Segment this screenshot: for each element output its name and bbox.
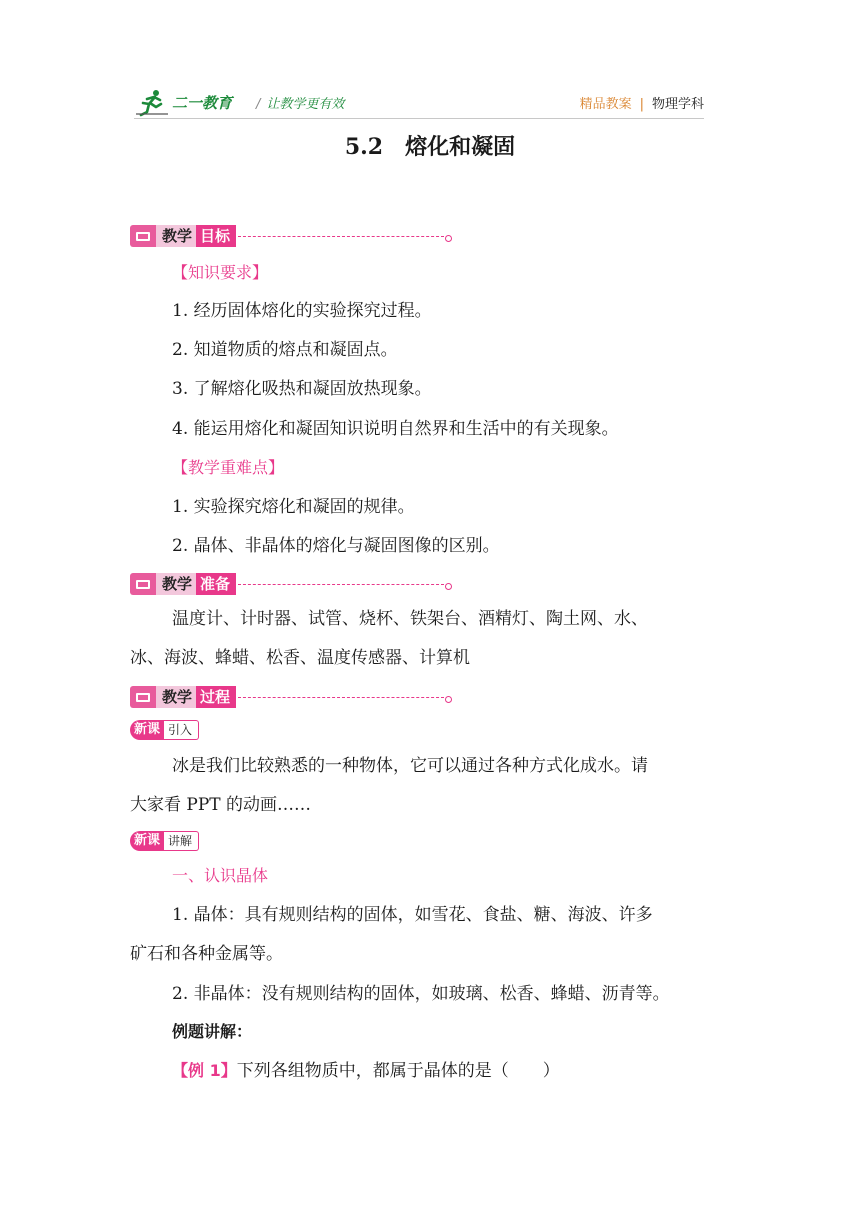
example-1-label: 【例 1】 bbox=[172, 1061, 237, 1080]
knowledge-item: 2. 知道物质的熔点和凝固点。 bbox=[172, 340, 398, 360]
title-number: 5.2 bbox=[344, 134, 384, 160]
header-subject bbox=[580, 93, 704, 112]
section-prep-label-a: 教学 bbox=[156, 573, 196, 595]
book-icon bbox=[130, 225, 156, 247]
section-goals-banner bbox=[130, 224, 452, 248]
slogan-divider: / bbox=[256, 97, 261, 112]
page-header bbox=[134, 86, 704, 118]
section-process-label-b: 过程 bbox=[196, 686, 236, 708]
section-end-dot bbox=[445, 583, 452, 590]
section-process-label-a: 教学 bbox=[156, 686, 196, 708]
noncrystal-definition: 2. 非晶体：没有规则结构的固体，如玻璃、松香、蜂蜡、沥青等。 bbox=[172, 984, 670, 1004]
key-points-heading: 【教学重难点】 bbox=[172, 458, 285, 477]
explain-tag-label-b: 讲解 bbox=[164, 831, 199, 851]
header-subject-name: 物理学科 bbox=[651, 97, 704, 112]
intro-tag bbox=[130, 720, 199, 740]
logo-text: 二一教育 bbox=[172, 93, 233, 112]
header-category: 精品教案 bbox=[579, 97, 632, 112]
knowledge-item: 3. 了解熔化吸热和凝固放热现象。 bbox=[172, 379, 432, 399]
slogan-text: 让教学更有效 bbox=[266, 97, 345, 112]
logo bbox=[134, 86, 232, 118]
intro-tag-label-a: 新课 bbox=[130, 720, 164, 740]
knowledge-item: 4. 能运用熔化和凝固知识说明自然界和生活中的有关现象。 bbox=[172, 419, 619, 439]
key-point-item: 1. 实验探究熔化和凝固的规律。 bbox=[172, 497, 415, 517]
intro-tag-label-b: 引入 bbox=[164, 720, 199, 740]
slogan bbox=[256, 93, 344, 112]
explain-tag bbox=[130, 831, 199, 851]
book-icon bbox=[130, 686, 156, 708]
example-1 bbox=[172, 1060, 560, 1082]
section-dashed-rule bbox=[238, 584, 444, 585]
intro-paragraph-line: 冰是我们比较熟悉的一种物体，它可以通过各种方式化成水。请 bbox=[172, 756, 648, 776]
explain-tag-label-a: 新课 bbox=[130, 831, 164, 851]
prep-materials-line: 冰、海波、蜂蜡、松香、温度传感器、计算机 bbox=[130, 648, 470, 668]
book-icon bbox=[130, 573, 156, 595]
section-end-dot bbox=[445, 235, 452, 242]
section-prep-label-b: 准备 bbox=[196, 573, 236, 595]
knowledge-heading: 【知识要求】 bbox=[172, 263, 269, 282]
header-divider bbox=[134, 118, 704, 119]
page-title bbox=[0, 130, 860, 161]
section-goals-label-a: 教学 bbox=[156, 225, 196, 247]
key-point-item: 2. 晶体、非晶体的熔化与凝固图像的区别。 bbox=[172, 536, 500, 556]
section-end-dot bbox=[445, 696, 452, 703]
prep-materials-line: 温度计、计时器、试管、烧杯、铁架台、酒精灯、陶土网、水、 bbox=[172, 609, 648, 629]
crystal-definition-line: 矿石和各种金属等。 bbox=[130, 944, 283, 964]
section-prep-banner bbox=[130, 572, 452, 596]
section-goals-label-b: 目标 bbox=[196, 225, 236, 247]
section-dashed-rule bbox=[238, 697, 444, 698]
section-dashed-rule bbox=[238, 236, 444, 237]
example-1-text: 下列各组物质中，都属于晶体的是（ ） bbox=[236, 1061, 560, 1081]
intro-paragraph-line: 大家看 PPT 的动画…… bbox=[130, 795, 312, 815]
header-separator: | bbox=[639, 97, 644, 112]
example-heading: 例题讲解： bbox=[172, 1022, 253, 1041]
crystal-definition-line: 1. 晶体：具有规则结构的固体，如雪花、食盐、糖、海波、许多 bbox=[172, 905, 653, 925]
section-process-banner bbox=[130, 685, 452, 709]
knowledge-item: 1. 经历固体熔化的实验探究过程。 bbox=[172, 301, 432, 321]
title-text: 熔化和凝固 bbox=[405, 134, 516, 160]
runner-logo-icon bbox=[134, 87, 170, 117]
part1-heading: 一、认识晶体 bbox=[172, 866, 269, 885]
